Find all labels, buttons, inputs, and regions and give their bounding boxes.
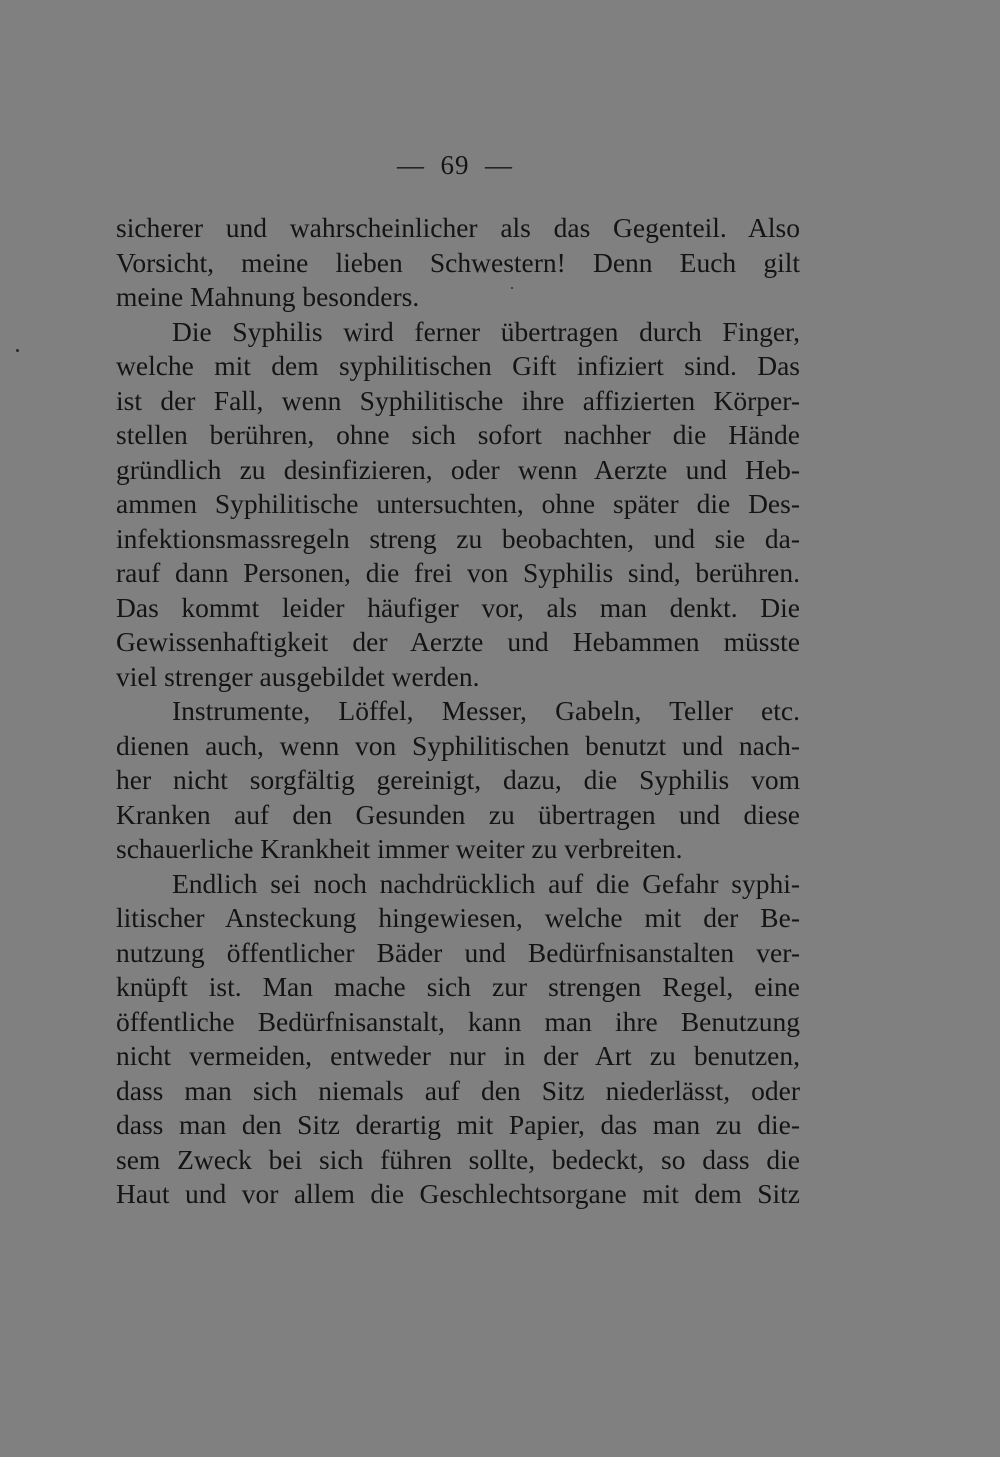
text-line: Kranken auf den Gesunden zu übertragen und diese [116,798,800,830]
text-line: meine Mahnung besonders. [116,281,420,312]
text-line: rauf dann Personen, die frei von Syphilis sind, berühren. [116,557,800,588]
text-line: öffentliche Bedürfnisanstalt, kann man ihre Benutzung [116,1005,800,1037]
text-line: Vorsicht, meine lieben Schwestern! Denn Euch gilt [116,246,800,278]
text-line: dass man sich niemals auf den Sitz niederlässt, oder [116,1074,800,1106]
text-line: litischer Ansteckung hingewiesen, welche mit der Be- [116,902,800,933]
text-line: Haut und vor allem die Geschlechtsorgane mit dem Sitz [116,1178,800,1209]
text-line: viel strenger ausgebildet werden. [116,660,480,692]
body-text [116,211,800,1212]
scan-speck [511,287,513,289]
text-line: her nicht sorgfältig gereinigt, dazu, die Syphilis vom [116,764,800,795]
text-line: sem Zweck bei sich führen sollte, bedeckt, so dass die [116,1143,800,1175]
text-line: schauerliche Krankheit immer weiter zu verbreiten. [116,833,683,864]
text-line: nutzung öffentlicher Bäder und Bedürfnisanstalten ver- [116,936,800,968]
text-line: stellen berühren, ohne sich sofort nachher die Hände [116,419,800,450]
text-line: ammen Syphilitische untersuchten, ohne später die Des- [116,488,800,519]
text-line: nicht vermeiden, entweder nur in der Art zu benutzen, [116,1040,800,1071]
text-line: Die Syphilis wird ferner übertragen durch Finger, [172,315,800,347]
text-line: Gewissenhaftigkeit der Aerzte und Hebammen müsste [116,626,800,657]
text-line: dass man den Sitz derartig mit Papier, das man zu die- [116,1109,800,1140]
text-line: dienen auch, wenn von Syphilitischen benutzt und nach- [116,729,800,761]
text-line: sicherer und wahrscheinlicher als das Gegenteil. Also [116,212,800,243]
scan-speck [16,349,19,352]
text-line: gründlich zu desinfizieren, oder wenn Aerzte und Heb- [116,453,800,485]
page-number: — 69 — [397,150,513,180]
text-line: Das kommt leider häufiger vor, als man denkt. Die [116,591,800,623]
text-line: infektionsmassregeln streng zu beobachten, und sie da- [116,522,800,554]
text-line: Endlich sei noch nachdrücklich auf die Gefahr syphi- [172,867,800,899]
text-line: ist der Fall, wenn Syphilitische ihre affizierten Körper- [116,384,800,416]
text-line: knüpft ist. Man mache sich zur strengen Regel, eine [116,971,800,1002]
text-line: welche mit dem syphilitischen Gift infiziert sind. Das [116,350,800,381]
text-line: Instrumente, Löffel, Messer, Gabeln, Teller etc. [172,695,800,726]
